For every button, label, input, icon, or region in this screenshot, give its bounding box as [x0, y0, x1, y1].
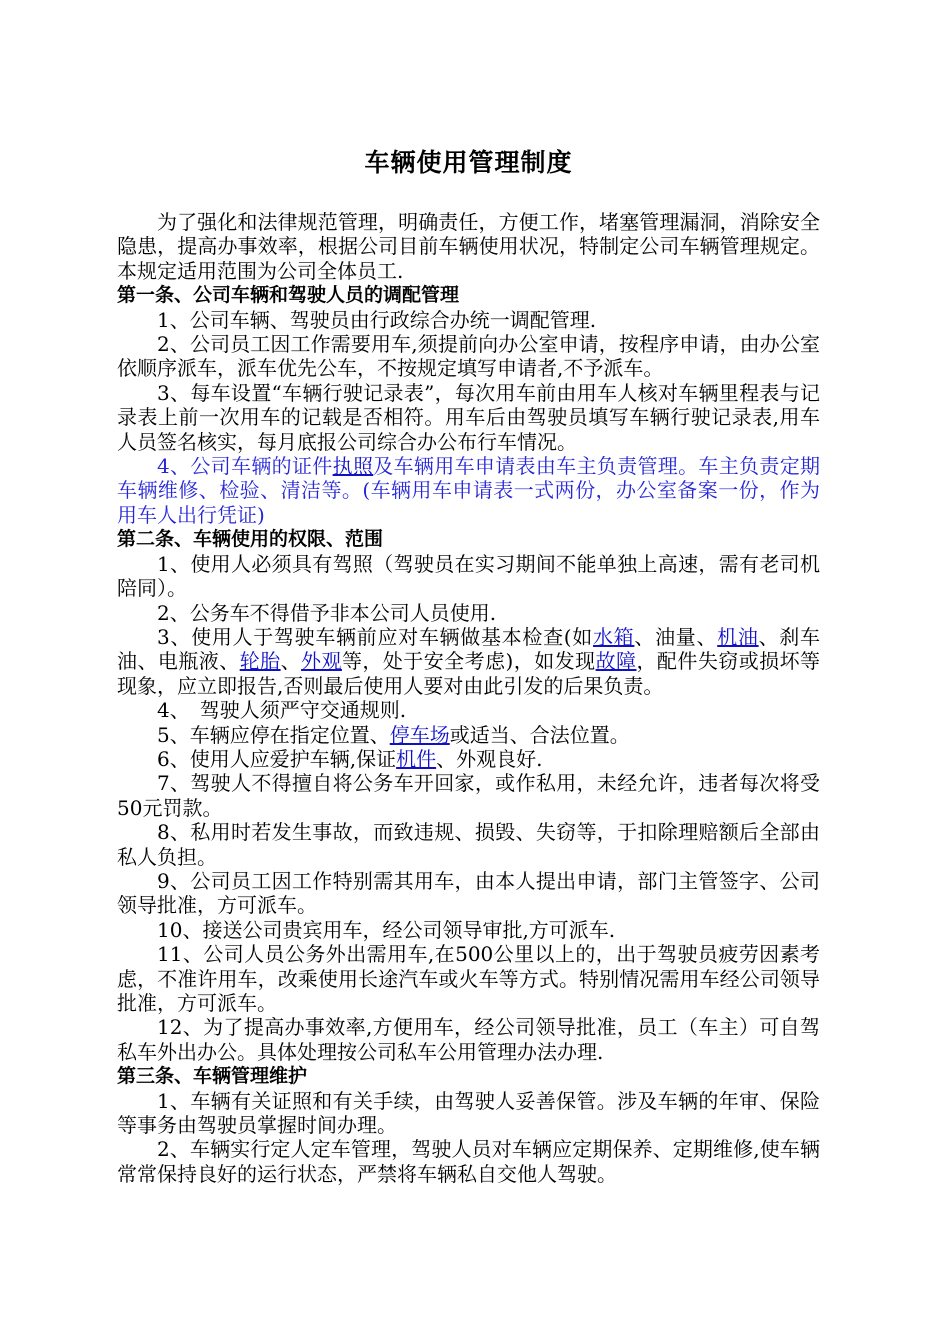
- text-segment: 、刹车油、电瓶液、: [117, 624, 821, 674]
- tire-link[interactable]: 轮胎: [239, 649, 281, 674]
- text-segment: 、外观良好.: [436, 746, 543, 771]
- section-3-heading: 第三条、车辆管理维护: [117, 1065, 308, 1088]
- parking-lot-link[interactable]: 停车场: [389, 722, 450, 747]
- section-2-item-1: 1、使用人必须具有驾照（驾驶员在实习期间不能单独上高速，需有老司机陪同）。: [117, 551, 820, 601]
- text-segment: 3、使用人于驾驶车辆前应对车辆做基本检查(如: [157, 624, 593, 649]
- section-2-item-9: 9、公司员工因工作特别需其用车，由本人提出申请，部门主管签字、公司领导批准，方可派车。: [117, 868, 820, 918]
- fault-link[interactable]: 故障: [595, 649, 637, 674]
- section-2-item-3: [117, 625, 820, 698]
- text-segment: ，配件失窃或损坏等现象，应立即报告,否则最后使用人要对由此引发的后果负责。: [117, 649, 821, 698]
- section-2-item-5: [117, 723, 820, 747]
- section-2-item-7: 7、驾驶人不得擅自将公务车开回家，或作私用，未经允许，违者每次将受50元罚款。: [117, 771, 820, 820]
- intro-paragraph: 为了强化和法律规范管理，明确责任，方便工作，堵塞管理漏洞，消除安全隐患，提高办事效率，根据公司目前车辆使用状况，特制定公司车辆管理规定。本规定适用范围为公司全体员工.: [117, 210, 820, 283]
- section-2-item-4: 4、 驾驶人须严守交通规则.: [157, 698, 407, 723]
- text-segment: 、: [280, 649, 302, 674]
- text-segment: 、油量、: [634, 624, 718, 649]
- section-3-item-1: 1、车辆有关证照和有关手续，由驾驶人妥善保管。涉及车辆的年审、保险等事务由驾驶员掌握时间办理。: [117, 1088, 820, 1138]
- section-1-item-4: [117, 454, 820, 527]
- license-link[interactable]: 执照: [332, 454, 374, 479]
- text-segment: 5、车辆应停在指定位置、: [157, 722, 390, 747]
- section-2-heading: 第二条、车辆使用的权限、范围: [117, 528, 384, 551]
- engine-oil-link[interactable]: 机油: [717, 624, 759, 649]
- section-2-item-6: [117, 747, 820, 771]
- text-segment: 或适当、合法位置。: [449, 722, 630, 747]
- section-2-item-8: 8、私用时若发生事故，而致违规、损毁、失窃等，于扣除理赔额后全部由私人负担。: [117, 820, 820, 869]
- section-2-item-2: 2、公务车不得借予非本公司人员使用.: [157, 600, 497, 625]
- item-4-text-a: 4、公司车辆的证件: [157, 454, 333, 479]
- machine-parts-link[interactable]: 机件: [396, 746, 437, 771]
- water-tank-link[interactable]: 水箱: [592, 624, 635, 649]
- section-1-heading: 第一条、公司车辆和驾驶人员的调配管理: [117, 284, 460, 307]
- section-3-item-2: 2、车辆实行定人定车管理，驾驶人员对车辆应定期保养、定期维修,使车辆常常保持良好的运行状态，严禁将车辆私自交他人驾驶。: [117, 1137, 820, 1186]
- text-segment: 6、使用人应爱护车辆,保证: [157, 746, 397, 771]
- appearance-link[interactable]: 外观: [301, 649, 342, 674]
- item-4-text-b: 及车辆用车申请表由车主负责管理。车主负责定期车辆维修、检验、清洁等。(车辆用车申请表一式两份，办公室备案一份，作为用车人出行凭证): [117, 454, 821, 527]
- section-1-item-2: 2、公司员工因工作需要用车,须提前向办公室申请，按程序申请，由办公室依顺序派车，派车优先公车，不按规定填写申请者,不予派车。: [117, 332, 820, 381]
- section-1-item-1: 1、公司车辆、驾驶员由行政综合办统一调配管理.: [157, 307, 597, 332]
- section-2-item-10: 10、接送公司贵宾用车，经公司领导审批,方可派车.: [157, 917, 616, 942]
- text-segment: 等，处于安全考虑)，如发现: [341, 649, 596, 674]
- document-title: 车辆使用管理制度: [364, 148, 573, 177]
- section-1-item-3: 3、每车设置“车辆行驶记录表”，每次用车前由用车人核对车辆里程表与记录表上前一次用车的记载是否相符。用车后由驾驶员填写车辆行驶记录表,用车人员签名核实，每月底报公司综合办公布行车情况。: [117, 380, 820, 454]
- section-2-item-12: 12、为了提高办事效率,方便用车，经公司领导批准，员工（车主）可自驾私车外出办公。具体处理按公司私车公用管理办法办理.: [117, 1015, 820, 1064]
- section-2-item-11: 11、公司人员公务外出需用车,在500公里以上的，出于驾驶员疲劳因素考虑，不准许用车，改乘使用长途汽车或火车等方式。特别情况需用车经公司领导批准，方可派车。: [117, 942, 820, 1015]
